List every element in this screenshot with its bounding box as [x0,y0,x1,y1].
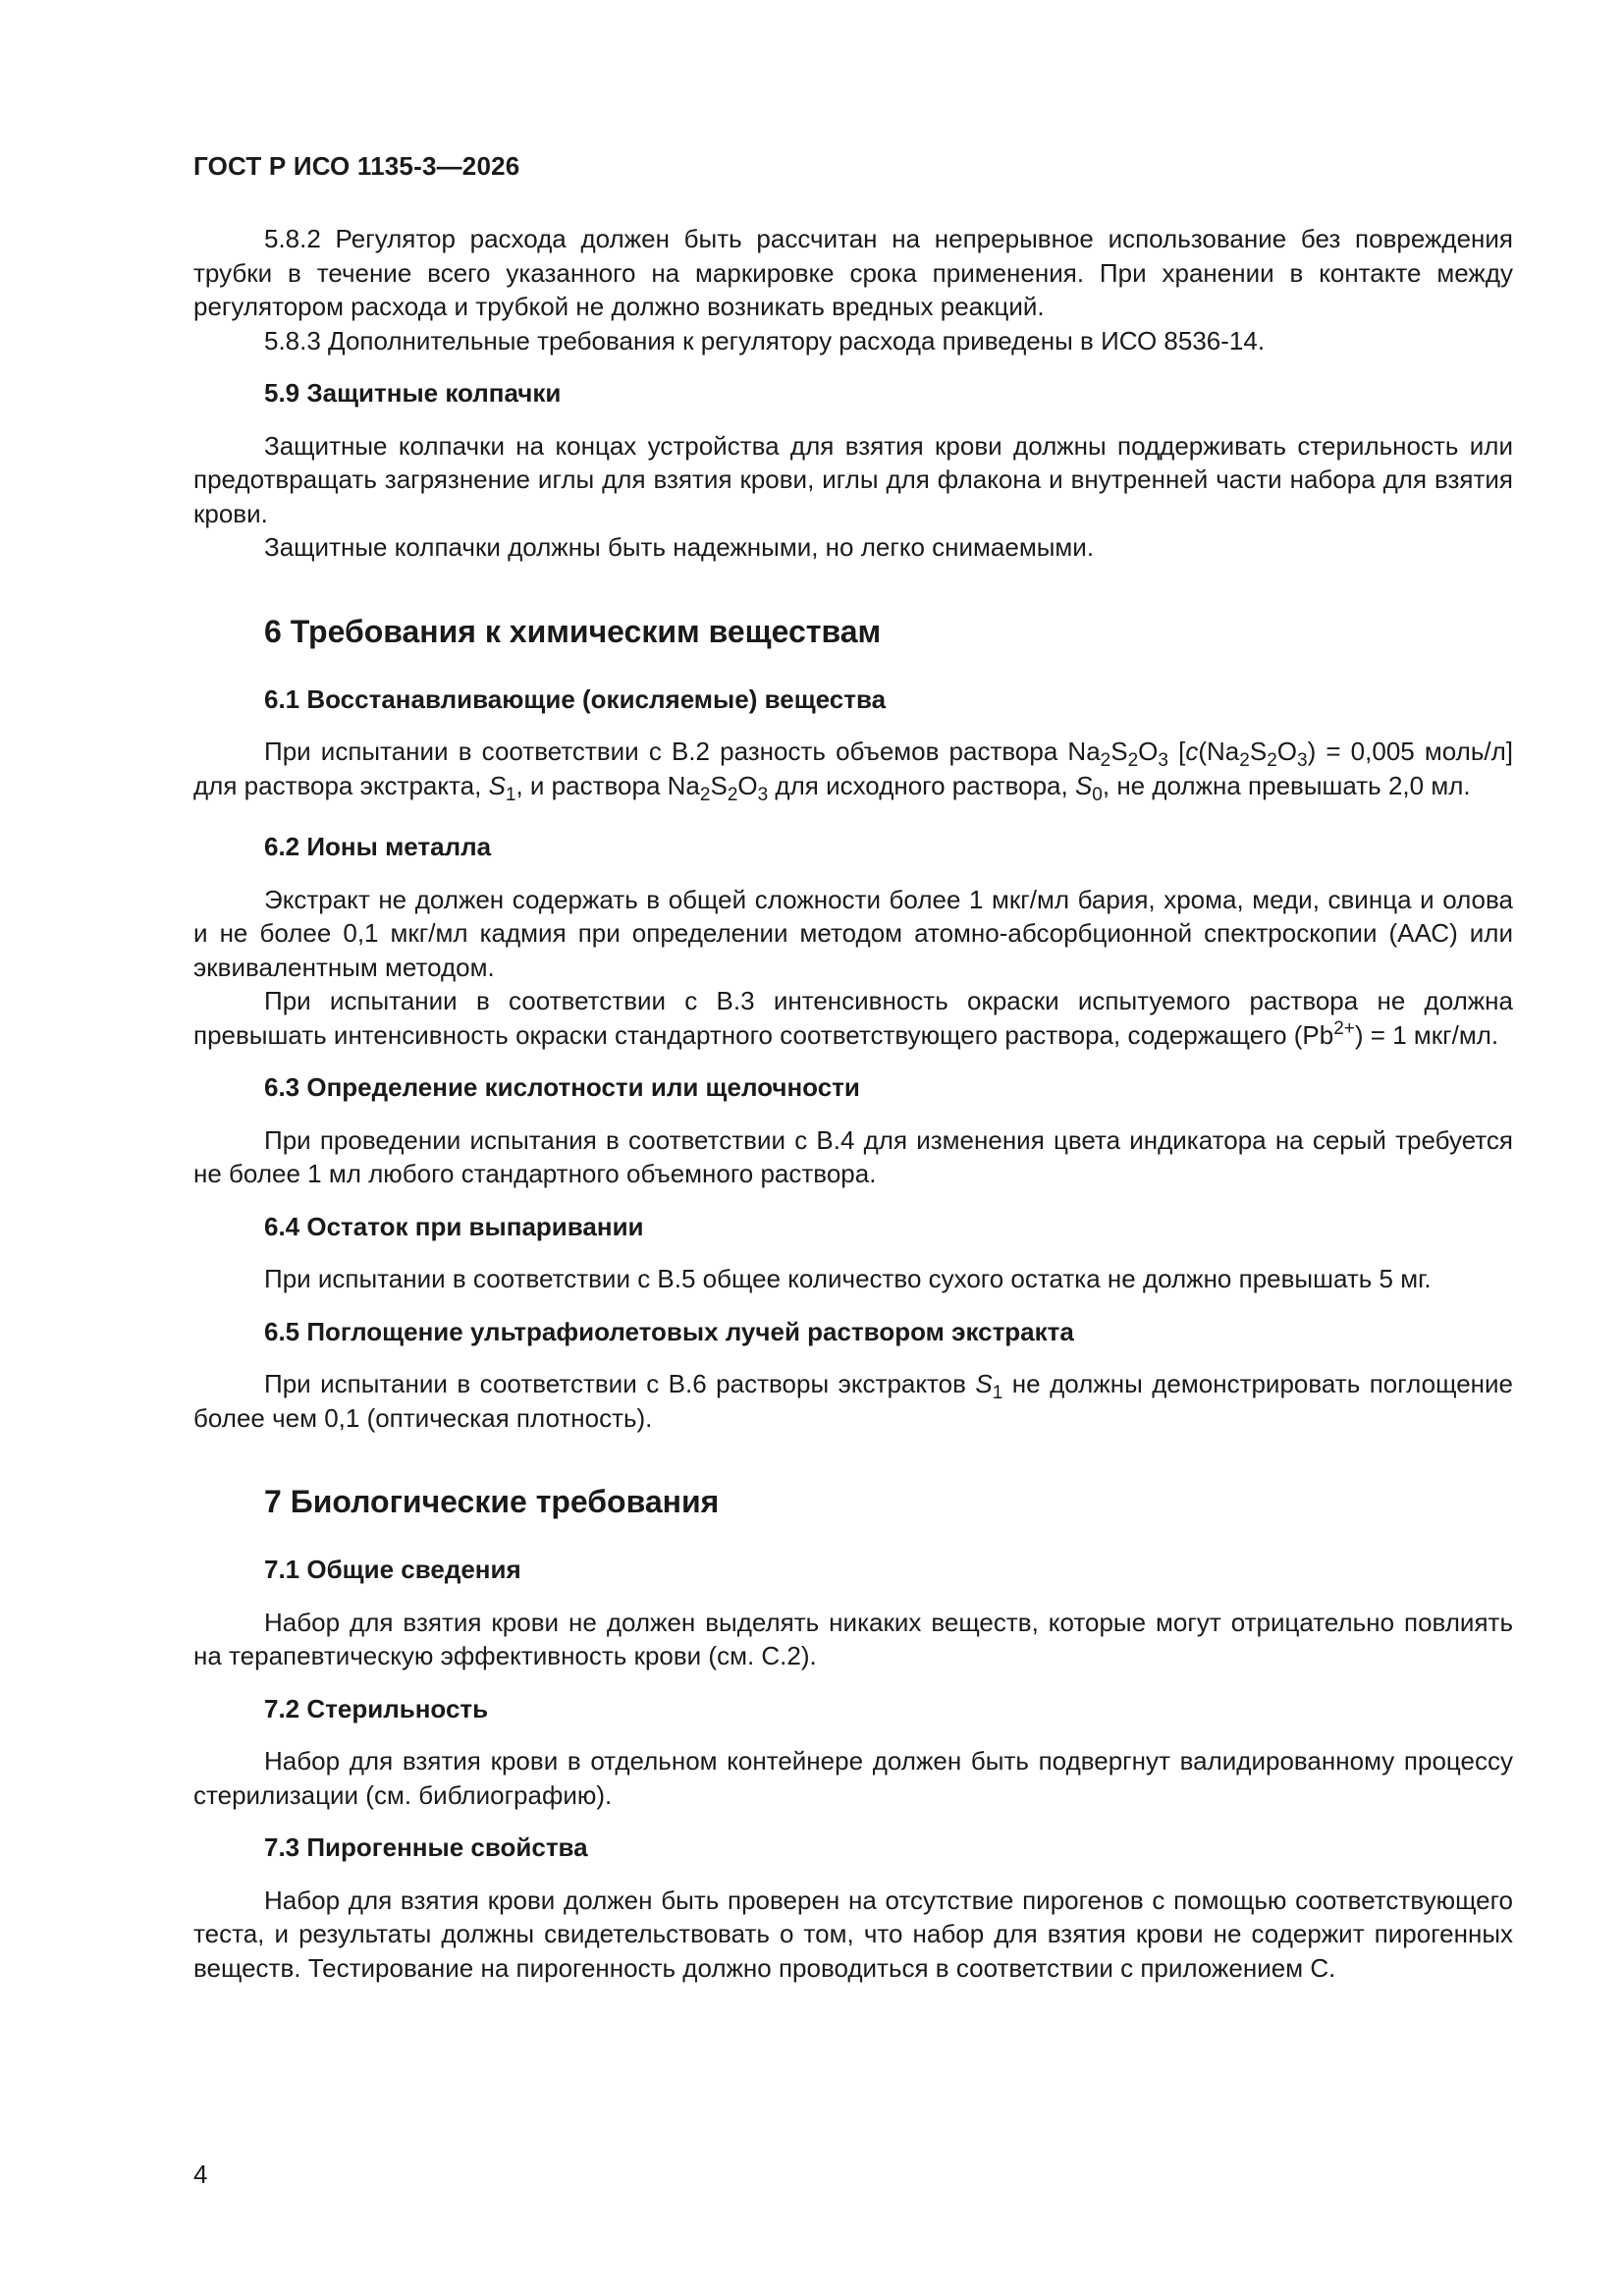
heading-6: 6 Требования к химическим веществам [264,613,882,649]
heading-6-1: 6.1 Восстанавливающие (окисляемые) вещества [264,683,887,714]
paragraph-5-8-2: 5.8.2 Регулятор расхода должен быть рассчитан на непрерывное использование без повреждения трубки в течение всего указанного на маркировке срока применения. При хранении в контакте между регулятором расхода и трубкой не должно возникать вредных реакций. [193,224,1513,321]
heading-5-9: 5.9 Защитные колпачки [264,378,562,408]
heading-7-3: 7.3 Пирогенные свойства [264,1832,588,1862]
paragraph-5-8-3: 5.8.3 Дополнительные требования к регулятору расхода приведены в ИСО 8536-14. [264,325,1266,355]
paragraph-7-2: Набор для взятия крови в отдельном контейнере должен быть подвергнут валидированному процессу стерилизации (см. библиографию). [193,1746,1513,1810]
heading-6-5: 6.5 Поглощение ультрафиолетовых лучей раствором экстракта [264,1316,1074,1346]
paragraph-6-1: При испытании в соответствии с В.2 разность объемов раствора $Na_2S_2O_3$ [$c(Na_2S_2O_3) = 0,005$ моль/л] для раствора экстракта, $S_1$, и раствора $Na_2S_2O_3$ для исходного раствора, $S_0$, не должна превышать 2,0 мл. [193,737,1513,805]
paragraph-6-2-1: Экстракт не должен содержать в общей сложности более 1 мкг/мл бария, хрома, меди, свинца и олова и не более 0,1 мкг/мл кадмия при определении методом атомно-абсорбционной спектроскопии (ААС) или эквивалентным методом. [193,884,1513,982]
heading-6-2: 6.2 Ионы металла [264,832,492,861]
paragraph-6-5: При испытании в соответствии с В.6 растворы экстрактов $S_1$ не должны демонстрировать поглощение более чем 0,1 (оптическая плотность). [193,1369,1513,1433]
paragraph-5-9-1: Защитные колпачки на концах устройства для взятия крови должны поддерживать стерильность или предотвращать загрязнение иглы для взятия крови, иглы для флакона и внутренней части набора для взятия крови. [193,430,1513,528]
heading-6-4: 6.4 Остаток при выпаривании [264,1211,644,1241]
heading-7-1: 7.1 Общие сведения [264,1555,521,1584]
heading-7: 7 Биологические требования [264,1484,720,1519]
paragraph-6-2-2: При испытании в соответствии с В.3 интенсивность окраски испытуемого раствора не должна превышать интенсивность окраски стандартного соответствующего раствора, содержащего $(Pb^{2+}) = 1$ мкг/мл. [193,986,1513,1050]
paragraph-5-9-2: Защитные колпачки должны быть надежными, но легко снимаемыми. [264,532,1095,562]
heading-7-2: 7.2 Стерильность [264,1693,489,1723]
paragraph-7-3: Набор для взятия крови должен быть проверен на отсутствие пирогенов с помощью соответствующего теста, и результаты должны свидетельствовать о том, что набор для взятия крови не содержит пирогенных веществ. Тестирование на пирогенность должно проводиться в соответствии с приложением С. [193,1885,1513,1983]
document-body [193,222,1513,1985]
paragraph-6-4: При испытании в соответствии с В.5 общее количество сухого остатка не должно превышать 5 мг. [264,1264,1432,1293]
page-number: 4 [193,2159,208,2189]
document-header-title: ГОСТ Р ИСО 1135-3—2026 [193,151,520,181]
paragraph-6-3: При проведении испытания в соответствии с В.4 для изменения цвета индикатора на серый требуется не более 1 мл любого стандартного объемного раствора. [193,1124,1513,1188]
heading-6-3: 6.3 Определение кислотности или щелочности [264,1072,860,1102]
paragraph-7-1: Набор для взятия крови не должен выделять никаких веществ, которые могут отрицательно повлиять на терапевтическую эффективность крови (см. С.2). [193,1607,1513,1670]
